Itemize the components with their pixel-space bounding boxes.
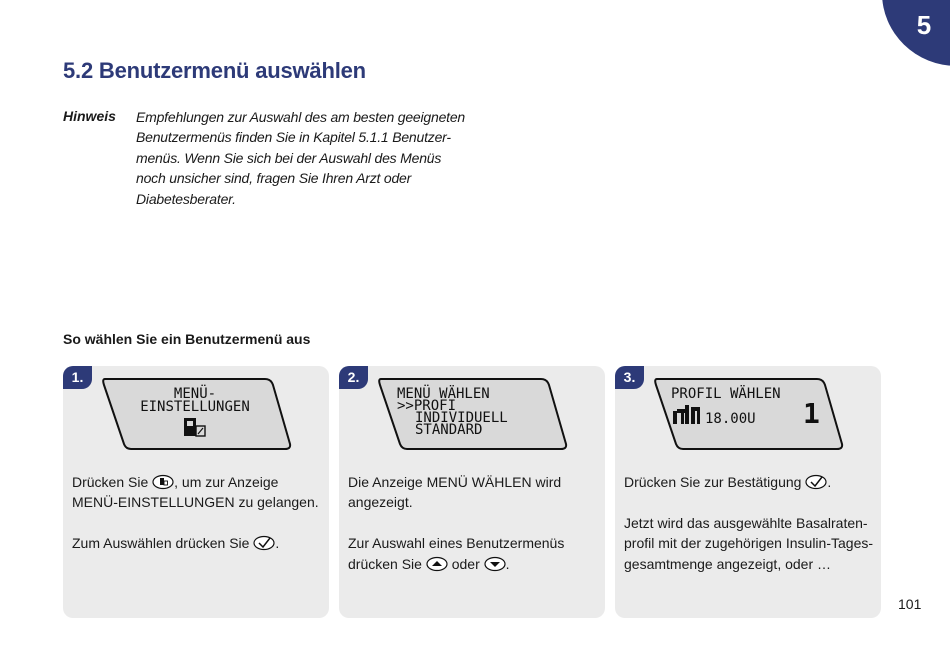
text-segment: .: [275, 535, 280, 552]
text-line: Zur Auswahl eines Benutzermenüs: [348, 535, 565, 552]
text-line: Jetzt wird das ausgewählte Basalraten-: [624, 514, 868, 531]
section-title: 5.2 Benutzermenü auswählen: [63, 58, 366, 83]
text-segment: Drücken Sie: [72, 474, 149, 490]
lcd-line-1: MENÜ-: [173, 386, 217, 402]
lcd-display: [653, 376, 845, 452]
note-label: Hinweis: [63, 108, 116, 124]
note-line: Benutzermenüs finden Sie in Kapitel 5.1.1 Benutzer-: [136, 129, 451, 146]
text-segment: .: [505, 555, 510, 572]
text-segment: oder: [451, 555, 480, 572]
step-text: [72, 472, 322, 554]
step-card-1: [63, 366, 329, 618]
text-segment: .: [827, 474, 832, 490]
lcd-line-1: MENÜ WÄHLEN: [397, 386, 490, 402]
lcd-display: [377, 376, 569, 452]
note-text: [136, 107, 466, 209]
lcd-line-2: >>PROFI: [397, 398, 457, 414]
menu-button-icon: [152, 474, 174, 490]
text-line: profil mit der zugehörigen Insulin-Tages-: [624, 535, 874, 552]
note-line: Empfehlungen zur Auswahl des am besten geeigneten: [136, 109, 466, 125]
check-button-icon: [805, 474, 827, 490]
lcd-profile-number: 1: [803, 397, 820, 430]
chapter-number: 5: [916, 10, 932, 40]
step-badge: 1.: [63, 366, 92, 389]
step-badge: 2.: [339, 366, 368, 389]
text-segment: drücken Sie: [348, 555, 422, 572]
step-badge: 3.: [615, 366, 644, 389]
note-line: Diabetesberater.: [136, 190, 236, 207]
text-line: Die Anzeige MENÜ WÄHLEN wird: [348, 474, 562, 490]
check-button-icon: [253, 535, 275, 551]
step-card-2: [339, 366, 605, 618]
note-line: noch unsicher sind, fragen Sie Ihren Arzt oder: [136, 170, 412, 187]
step-card-3: [615, 366, 881, 618]
up-button-icon: [426, 556, 448, 572]
step-text: [624, 472, 874, 574]
down-button-icon: [484, 556, 506, 572]
page-number: 101: [898, 596, 922, 612]
lcd-line-3: INDIVIDUELL: [415, 410, 508, 426]
lcd-line-2: EINSTELLUNGEN: [140, 399, 250, 415]
text-line: angezeigt.: [348, 494, 413, 511]
text-segment: , um zur Anzeige: [174, 474, 279, 490]
lcd-value: 18.00U: [705, 411, 756, 427]
lcd-display: [101, 376, 293, 452]
note-line: menüs. Wenn Sie sich bei der Auswahl des Menüs: [136, 149, 442, 166]
text-line: gesamtmenge angezeigt, oder …: [624, 555, 832, 572]
text-segment: Drücken Sie zur Bestätigung: [624, 474, 802, 490]
text-line: MENÜ-EINSTELLUNGEN zu gelangen.: [72, 494, 319, 511]
step-text: [348, 472, 598, 574]
text-segment: Zum Auswählen drücken Sie: [72, 535, 250, 552]
steps-heading: So wählen Sie ein Benutzermenü aus: [63, 331, 311, 347]
lcd-line-4: STANDARD: [415, 422, 483, 438]
lcd-line-1: PROFIL WÄHLEN: [671, 386, 781, 402]
